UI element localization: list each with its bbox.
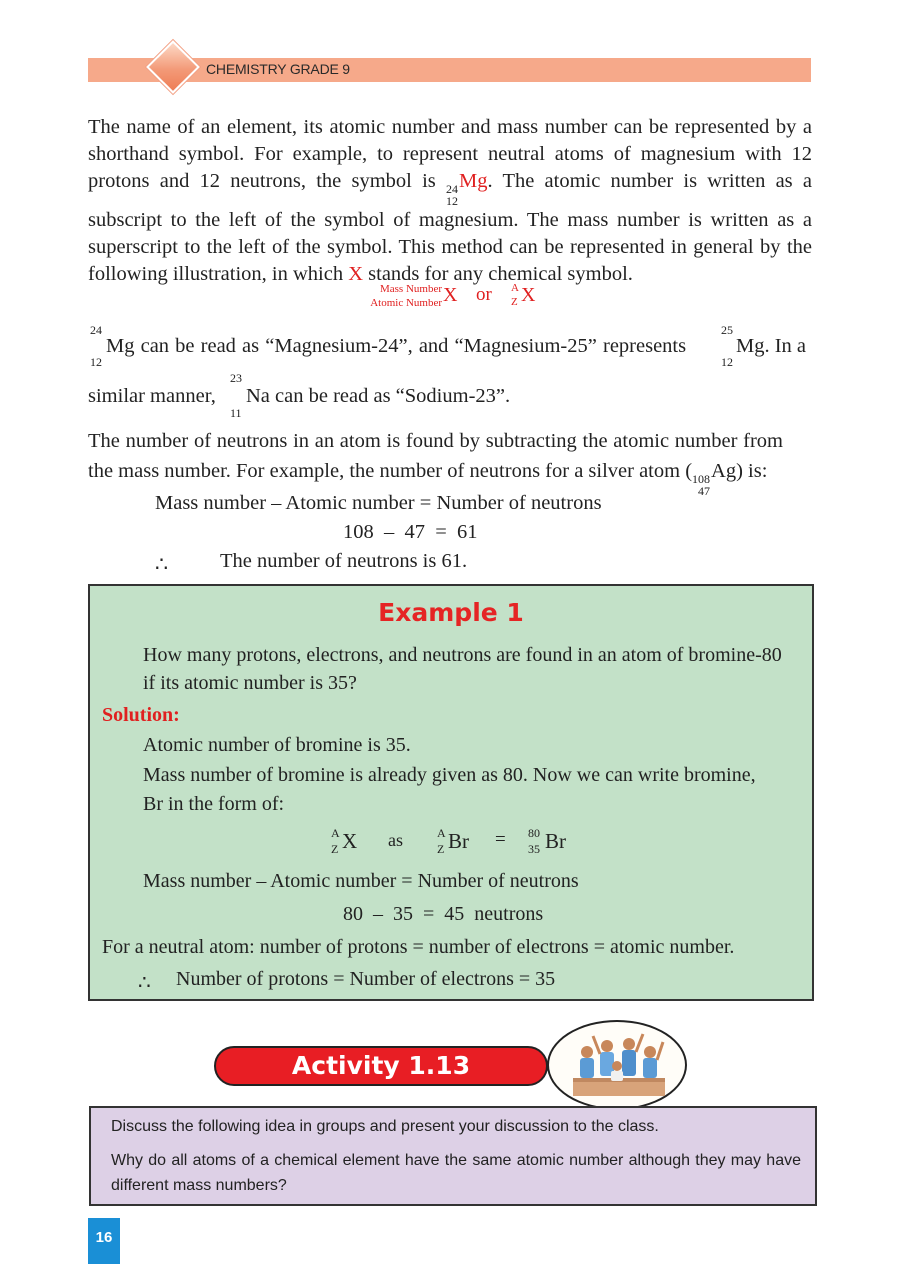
- eq-a-2: A: [437, 826, 446, 840]
- example-therefore: ∴: [138, 972, 151, 994]
- atomic-number-label: Atomic Number: [370, 297, 442, 309]
- general-x: X: [443, 284, 458, 306]
- mg24-mass: 24: [90, 323, 102, 337]
- eq-equals: =: [495, 829, 506, 850]
- neutron-calc: 108 – 47 = 61: [343, 521, 478, 543]
- eq-br-2: Br: [545, 829, 566, 853]
- mg-symbol: Mg: [458, 170, 488, 192]
- neutrons-line-2: the mass number. For example, the number of neutrons for a silver atom ( 108 47 Ag) is:: [88, 460, 768, 498]
- eq-35: 35: [528, 842, 540, 856]
- solution-line-2: Mass number of bromine is already given as 80. Now we can write bromine,: [143, 764, 756, 786]
- example-calc: 80 – 35 = 45 neutrons: [343, 903, 544, 925]
- mg25-atomic: 12: [721, 355, 733, 369]
- solution-line-1: Atomic number of bromine is 35.: [143, 734, 411, 756]
- na-atomic: 11: [230, 406, 242, 420]
- mg25-mass: 25: [721, 323, 733, 337]
- eq-x: X: [342, 829, 358, 853]
- page-number: 16: [88, 1218, 120, 1264]
- general-x2: X: [521, 284, 536, 306]
- solution-line-3: Br in the form of:: [143, 793, 285, 815]
- na-mass: 23: [230, 371, 242, 385]
- running-header: CHEMISTRY GRADE 9: [206, 61, 350, 77]
- reading-line-1-end: Mg. In a: [736, 335, 807, 357]
- example-box: [88, 584, 814, 1001]
- reading-line-1: Mg can be read as “Magnesium-24”, and “Magnesium-25” represents: [106, 335, 687, 357]
- eq-a-1: A: [331, 826, 340, 840]
- question-line-2: if its atomic number is 35?: [143, 672, 357, 694]
- eq-as: as: [388, 830, 403, 850]
- final-answer: Number of protons = Number of electrons = 35: [176, 968, 556, 990]
- mg-nuclide-numbers: 24 12: [445, 182, 458, 208]
- activity-banner: [214, 1046, 548, 1086]
- eq-z-1: Z: [331, 842, 339, 856]
- general-z: Z: [511, 296, 518, 308]
- ag-nuclide-numbers: 108 47: [692, 472, 711, 498]
- neutrons-line-1: The number of neutrons in an atom is found by subtracting the atomic number from: [88, 430, 783, 452]
- general-a: A: [511, 282, 519, 294]
- activity-question: Why do all atoms of a chemical element have the same atomic number although they may have different mass numbers?: [111, 1152, 801, 1194]
- mass-number-label: Mass Number: [379, 283, 442, 295]
- activity-instruction: Discuss the following idea in groups and present your discussion to the class.: [111, 1118, 659, 1135]
- example-formula: Mass number – Atomic number = Number of neutrons: [143, 870, 579, 892]
- intro-paragraph: The name of an element, its atomic number and mass number can be represented by a shorthand symbol. For example, to represent neutral atoms of magnesium with 12 protons and 12 neutrons, the symbol is 24 12 Mg. The atomic number is written as a subscript to the left of the symbol of magnesium. The mass number is written as a superscript to the left of the symbol. This method can be represented in general by the following illustration, in which X stands for any chemical symbol.: [88, 116, 812, 285]
- eq-z-2: Z: [437, 842, 445, 856]
- students-group-icon: [549, 1022, 685, 1108]
- header-diamond-icon: [146, 40, 200, 94]
- reading-line-2-end: Na can be read as “Sodium-23”.: [246, 385, 511, 407]
- neutron-formula: Mass number – Atomic number = Number of neutrons: [155, 492, 602, 514]
- eq-80: 80: [528, 826, 540, 840]
- neutral-atom-line: For a neutral atom: number of protons = number of electrons = atomic number.: [102, 936, 735, 958]
- reading-line-2-start: similar manner,: [88, 385, 216, 407]
- activity-box: [89, 1106, 817, 1206]
- question-line-1: How many protons, electrons, and neutrons are found in an atom of bromine-80: [143, 644, 782, 666]
- x-symbol: X: [348, 263, 364, 285]
- or-word: or: [476, 284, 492, 305]
- eq-br-1: Br: [448, 829, 469, 853]
- therefore-symbol: ∴: [155, 554, 169, 576]
- activity-title: Activity 1.13: [291, 1051, 471, 1080]
- neutron-conclusion: The number of neutrons is 61.: [220, 550, 468, 572]
- solution-label: Solution:: [102, 704, 180, 726]
- students-illustration-icon: [547, 1020, 687, 1110]
- mg24-atomic: 12: [90, 355, 102, 369]
- example-title: Example 1: [378, 598, 524, 627]
